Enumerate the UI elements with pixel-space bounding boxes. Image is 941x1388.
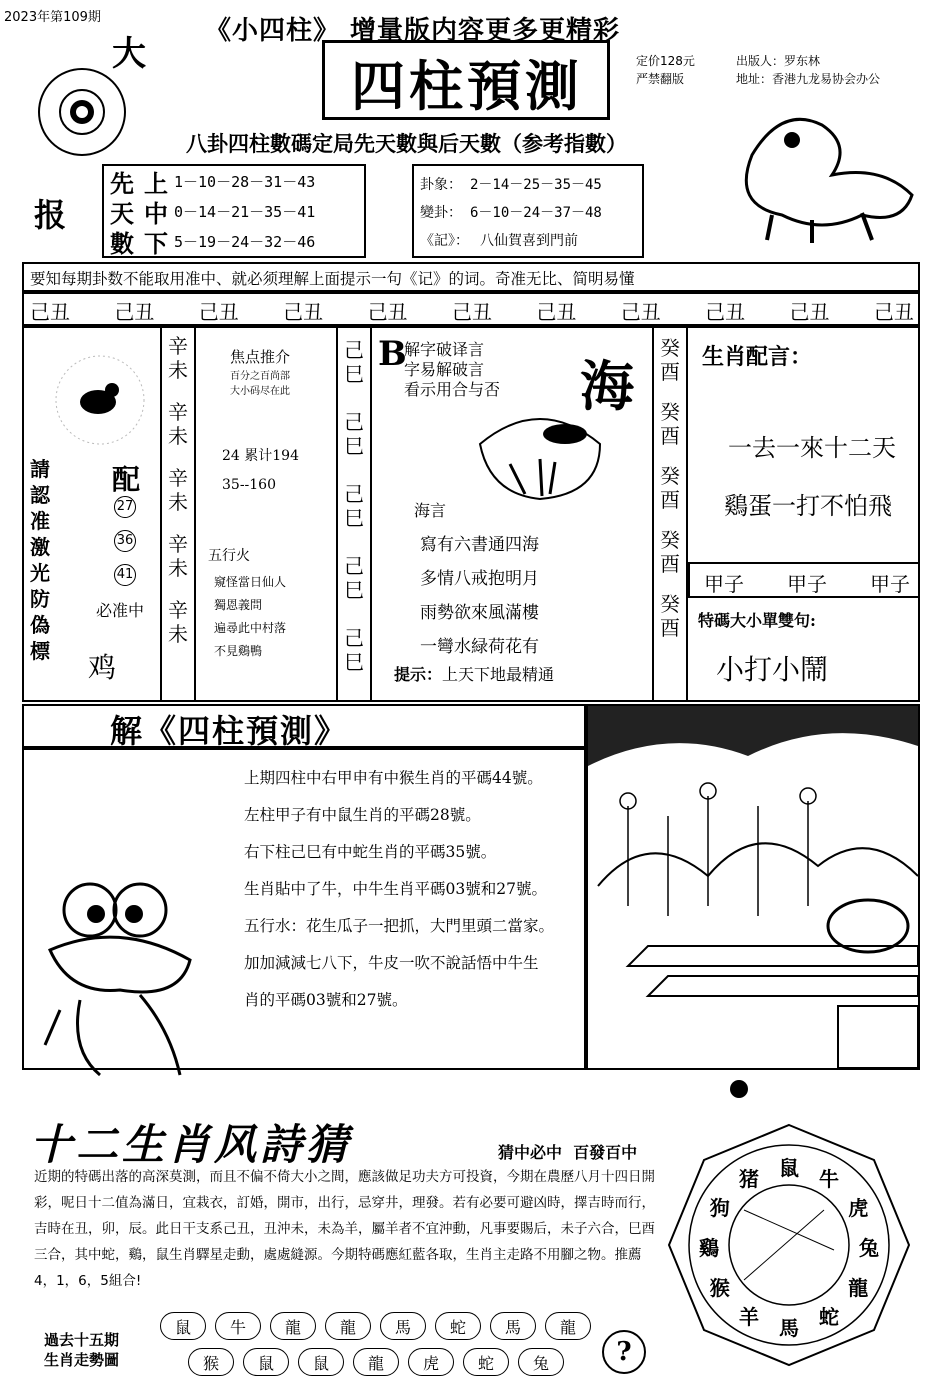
wheel-label: 牛 [819, 1166, 839, 1191]
explain-lines [244, 760, 554, 1019]
seal-logo [38, 68, 126, 156]
explain-line: 肖的平碼03號和27號。 [244, 991, 408, 1009]
trend-row-2 [188, 1348, 598, 1378]
battle-illustration [586, 704, 920, 1070]
focus-poem-line: 窺怪當日仙人 [214, 575, 287, 589]
focus-wuxing: 五行火 [208, 548, 250, 564]
ji-chou: 己丑 [705, 300, 746, 324]
pei-number: 36 [114, 530, 136, 552]
slogan: 猜中必中 百發百中 [498, 1143, 638, 1162]
focus-poem-line: 獨恩義問 [214, 598, 263, 612]
tema-answer: 小打小鬧 [716, 653, 829, 686]
explain-title: 解《四柱預測》 [110, 712, 349, 750]
ji-chou: 己丑 [789, 300, 830, 324]
zodiac-title: 生肖配言： [702, 344, 813, 370]
focus-sub: 大小码尽在此 [230, 386, 290, 397]
focus-panel [202, 346, 330, 659]
pillar-label-b: 上 [144, 168, 168, 198]
left-char-big: 大 [112, 34, 146, 74]
price: 定价128元 [636, 54, 695, 68]
xinwei-item: 辛未 [168, 466, 188, 514]
b-line: 看示用合与否 [404, 380, 501, 399]
jiazi: 甲子 [787, 572, 827, 596]
wheel-label: 龍 [848, 1276, 869, 1300]
hint-label: 提示： [394, 665, 443, 684]
trend-title-line: 過去十五期 [44, 1331, 120, 1349]
wheel-label: 猪 [739, 1166, 759, 1191]
question-circle [602, 1330, 646, 1374]
subtitle: 八卦四柱數碼定局先天數與后天數（参考指數） [186, 131, 627, 156]
trend-cell: 龍 [353, 1348, 399, 1376]
zodiac-wheel [664, 1120, 914, 1370]
pillar-row [110, 226, 315, 256]
trend-cell: 龍 [545, 1312, 591, 1340]
guiyou-item: 癸酉 [660, 464, 680, 512]
monkey-figure [40, 350, 160, 450]
gua-label: 《記》： [420, 233, 469, 249]
trend-cell: 兔 [518, 1348, 564, 1376]
jisi-item: 己巳 [344, 626, 364, 674]
wheel-label: 兔 [859, 1236, 879, 1260]
ji-chou: 己丑 [620, 300, 661, 324]
b-letter: B [378, 334, 407, 374]
wheel-label: 蛇 [819, 1305, 839, 1330]
ji-chou: 己丑 [451, 300, 492, 324]
explain-line: 右下柱己巳有中蛇生肖的平碼35號。 [244, 843, 497, 861]
pei-number: 41 [114, 564, 136, 586]
address: 地址：香港九龙易协会办公 [736, 72, 881, 86]
gua-label: 變卦： [420, 205, 462, 221]
gua-numbers: 2－14－25－35－45 [470, 177, 602, 193]
jiazi-row [704, 568, 910, 597]
pillar-label-b: 下 [144, 228, 168, 258]
bottom-text: 近期的特碼出落的高深莫測，而且不偏不倚大小之間，應該做足功夫方可投資，今期在農歷八月十四日開彩，呢日十二值為滿日，宜栽衣，訂婚，開市，出行，忌穿井，理發。若有必要可避凶時，擇吉時而行，吉時在丑，卯，辰。此日干支系己丑，丑沖未，未為羊，屬羊者不宜沖動，凡事要賜后，未子六合，巳酉三合，其中蛇，鷄，鼠生肖驛星走動，處處縫源。今期特碼應紅藍各取，生肖主走路不用腳之物。推薦4，1，6，5組合! [34, 1169, 655, 1289]
pillar-numbers: 1－10－28－31－43 [174, 172, 316, 191]
trend-cell: 虎 [408, 1348, 454, 1376]
wheel-label: 鷄 [699, 1236, 719, 1260]
zodiac-line: 鷄蛋一打不怕飛 [724, 492, 892, 520]
pillar-row [110, 196, 315, 226]
wheel-label: 鼠 [779, 1156, 799, 1180]
trend-cell: 鼠 [243, 1348, 289, 1376]
pillar-row [110, 166, 315, 196]
gua-row [420, 226, 602, 254]
wheel-label: 羊 [739, 1305, 759, 1330]
explain-line: 五行水：花生瓜子一把抓，大門里頭二當家。 [244, 917, 555, 935]
jiazi: 甲子 [870, 572, 910, 596]
trend-cell: 馬 [380, 1312, 426, 1340]
trend-cell: 蛇 [463, 1348, 509, 1376]
gua-ji: 八仙賀喜到門前 [480, 233, 578, 249]
hai-poem-line: 多情八戒抱明月 [420, 569, 539, 589]
gua-label: 卦象： [420, 177, 462, 193]
no-copy: 严禁翻版 [636, 72, 685, 86]
wheel-label: 虎 [848, 1196, 869, 1220]
trend-cell: 鼠 [298, 1348, 344, 1376]
wheel-label: 馬 [779, 1316, 799, 1340]
lion-illustration [712, 95, 932, 245]
ji-chou: 己丑 [114, 300, 155, 324]
anti-fake-char: 認 [30, 483, 50, 507]
trend-cell: 龍 [270, 1312, 316, 1340]
explain-line: 生肖貼中了牛，中牛生肖平碼03號和27號。 [244, 880, 547, 898]
pillar-label-a: 數 [110, 228, 134, 258]
pillar-label-b: 中 [144, 198, 168, 228]
hai-poem-line: 寫有六書通四海 [420, 535, 539, 555]
seal-icon [40, 70, 124, 154]
tema-title: 特碼大小單雙句: [698, 611, 816, 630]
ji-chou: 己丑 [198, 300, 239, 324]
explain-line: 上期四柱中右甲申有中猴生肖的平碼44號。 [244, 769, 543, 787]
xinwei-item: 辛未 [168, 334, 188, 382]
jisi-item: 己巳 [344, 410, 364, 458]
pillar-label-a: 天 [110, 198, 134, 228]
jisi-item: 己巳 [344, 482, 364, 530]
anti-fake-char: 防 [30, 587, 50, 611]
anti-fake-char: 偽 [30, 613, 50, 637]
focus-title: 焦点推介 [230, 348, 291, 366]
focus-poem-line: 不見鷄鴨 [214, 644, 263, 658]
hai-title: 海言 [414, 501, 447, 520]
ji-chou-row [30, 296, 914, 325]
gua-row [420, 170, 602, 198]
hint [394, 662, 554, 685]
pei-numbers [114, 496, 136, 586]
trend-title [44, 1330, 119, 1370]
jisi-column [340, 338, 368, 674]
ji-chou: 己丑 [30, 300, 70, 324]
xinwei-column [164, 334, 192, 646]
guiyou-column [656, 336, 684, 640]
hint-text: 上天下地最精通 [442, 665, 555, 684]
pei-label: 配 [112, 463, 141, 496]
xinwei-item: 辛未 [168, 532, 188, 580]
center-illustration [470, 404, 610, 504]
frog-cartoon [30, 880, 210, 1080]
anti-fake-char: 激 [30, 535, 50, 559]
anti-fake-column [30, 456, 50, 664]
hai-poem-line: 雨勢欲來風滿樓 [420, 603, 539, 623]
trend-cell: 蛇 [435, 1312, 481, 1340]
black-dot [730, 1080, 748, 1098]
jisi-item: 己巳 [344, 554, 364, 602]
bottom-title: 十二生肖风詩猜 [30, 1120, 353, 1169]
xinwei-item: 辛未 [168, 598, 188, 646]
trend-cell: 猴 [188, 1348, 234, 1376]
hai-poem-line: 一彎水緑荷花有 [420, 637, 539, 657]
guiyou-item: 癸酉 [660, 592, 680, 640]
ji-chou: 己丑 [283, 300, 324, 324]
ji-chou: 己丑 [367, 300, 408, 324]
zodiac-line: 一去一來十二天 [728, 434, 896, 462]
guiyou-item: 癸酉 [660, 400, 680, 448]
notice-text: 要知每期卦数不能取用准中、就必须理解上面提示一句《记》的词。奇准无比、简明易懂 [30, 270, 635, 288]
wheel-label: 狗 [709, 1196, 730, 1220]
trend-cell: 牛 [215, 1312, 261, 1340]
focus-line: 24 累计194 [222, 448, 299, 464]
anti-fake-char: 光 [30, 561, 50, 585]
top-banner: 《小四柱》 增量版内容更多更精彩 [205, 16, 621, 46]
left-char-bao: 报 [34, 196, 67, 234]
anti-fake-char: 標 [30, 639, 50, 663]
trend-row-1 [160, 1312, 596, 1342]
pillars-right [420, 170, 602, 254]
focus-line: 35--160 [222, 477, 276, 493]
ji-chou: 己丑 [536, 300, 577, 324]
trend-title-line: 生肖走勢圖 [44, 1351, 120, 1369]
trend-cell: 鼠 [160, 1312, 206, 1340]
b-line: 字易解破言 [404, 360, 485, 379]
hai-poem [420, 528, 539, 664]
b-line: 解字破译言 [404, 340, 485, 359]
explain-line: 左柱甲子有中鼠生肖的平碼28號。 [244, 806, 481, 824]
animal-answer: 鸡 [88, 651, 117, 684]
focus-poem-line: 遍尋此中村落 [214, 621, 287, 635]
guiyou-item: 癸酉 [660, 336, 680, 384]
anti-fake-char: 請 [30, 457, 50, 481]
pillars-left [110, 166, 315, 256]
explain-line: 加加減減七八下，牛皮一吹不說話悟中牛生 [244, 954, 539, 972]
wheel-label: 猴 [709, 1276, 730, 1300]
page-title: 四柱預測 [351, 54, 583, 118]
pillar-label-a: 先 [110, 168, 134, 198]
trend-cell: 龍 [325, 1312, 371, 1340]
must-hit: 必准中 [96, 601, 145, 620]
pei-number: 27 [114, 496, 136, 518]
jiazi: 甲子 [704, 572, 744, 596]
pillar-numbers: 5－19－24－32－46 [174, 232, 316, 251]
xinwei-item: 辛未 [168, 400, 188, 448]
publisher: 出版人：罗东林 [736, 54, 821, 68]
b-lines [404, 340, 500, 400]
guiyou-item: 癸酉 [660, 528, 680, 576]
focus-sub: 百分之百尚部 [230, 371, 290, 382]
gua-numbers: 6－10－24－37－48 [470, 205, 602, 221]
anti-fake-char: 准 [30, 509, 50, 533]
gua-row [420, 198, 602, 226]
issue-label: 2023年第109期 [4, 10, 101, 25]
pillar-numbers: 0－14－21－35－41 [174, 202, 316, 221]
big-char-hai: 海 [580, 354, 634, 418]
question-mark: ? [616, 1337, 632, 1367]
ji-chou: 己丑 [873, 300, 914, 324]
jisi-item: 己巳 [344, 338, 364, 386]
trend-cell: 馬 [490, 1312, 536, 1340]
